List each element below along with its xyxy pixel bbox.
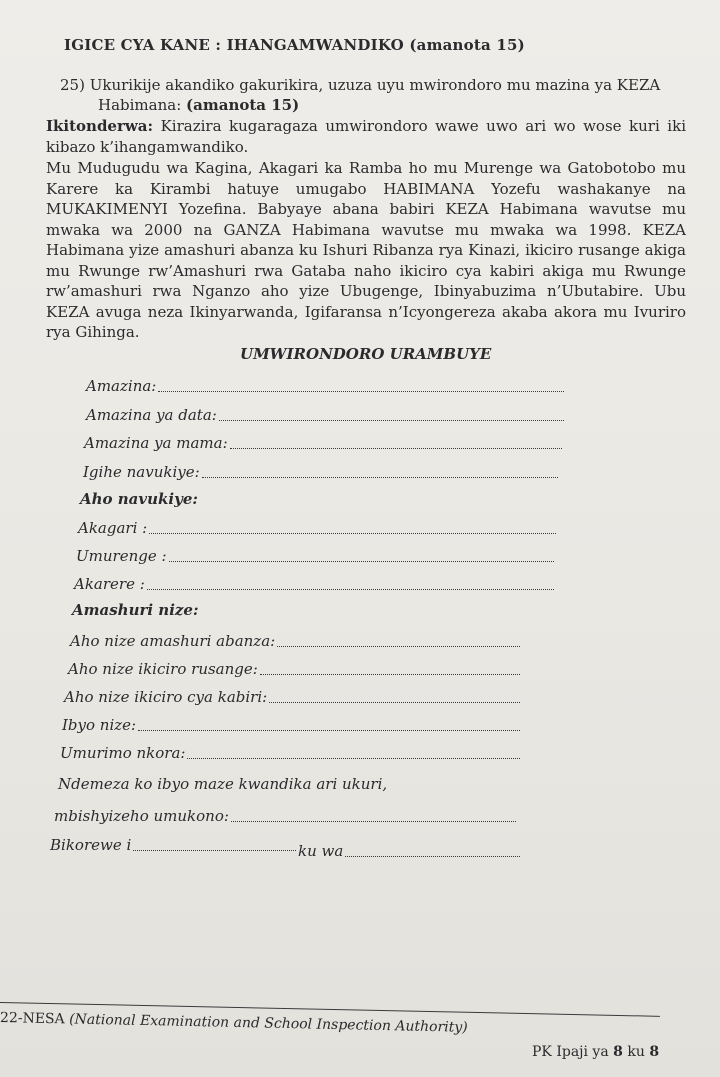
dotted-line[interactable] — [147, 589, 554, 590]
footer-page-total: 8 — [649, 1044, 660, 1060]
field-label: Amazina: — [86, 377, 157, 395]
question-points: (amanota 15) — [186, 96, 300, 114]
dotted-line[interactable] — [219, 420, 564, 421]
field-label: Umurimo nkora: — [60, 744, 186, 762]
dotted-line[interactable] — [269, 702, 520, 703]
instruction-label: Ikitonderwa: — [46, 117, 154, 135]
footer-page-current: 8 — [613, 1044, 623, 1060]
field-ku-wa[interactable] — [298, 842, 520, 860]
dotted-line[interactable] — [277, 646, 520, 647]
footer-authority — [0, 1010, 468, 1036]
footer-page-prefix: PK Ipaji ya — [532, 1044, 614, 1060]
subhead-aho-navukiye: Aho navukiye: — [80, 490, 198, 508]
field-label: ku wa — [298, 842, 344, 860]
dotted-line[interactable] — [149, 533, 556, 534]
field-label: Amazina ya data: — [86, 406, 217, 424]
field-akarere[interactable] — [74, 575, 554, 593]
field-label: Akarere : — [74, 575, 145, 593]
field-amashuri-abanza[interactable] — [70, 632, 520, 650]
field-label: Aho nize amashuri abanza: — [70, 632, 276, 650]
field-umurimo-nkora[interactable] — [60, 744, 520, 762]
field-amazina-ya-data[interactable] — [86, 406, 564, 424]
dotted-line[interactable] — [169, 561, 554, 562]
field-ikiciro-rusange[interactable] — [68, 660, 520, 678]
field-label: Aho nize ikiciro cya kabiri: — [64, 688, 268, 706]
question-line-1 — [60, 76, 660, 94]
dotted-line[interactable] — [158, 391, 564, 392]
instruction-text: Kirazira kugaragaza umwirondoro wawe uwo ari wo wose kuri iki kibazo k’ihangamwandiko. — [46, 117, 686, 156]
field-umurenge[interactable] — [76, 547, 554, 565]
question-text-2: Habimana: — [98, 96, 182, 114]
field-bikorewe[interactable] — [50, 836, 296, 854]
footer-authority-name: (National Examination and School Inspection Authority) — [68, 1011, 468, 1036]
field-label: mbishyizeho umukono: — [54, 807, 229, 825]
dotted-line[interactable] — [260, 674, 520, 675]
field-ikiciro-kabiri[interactable] — [64, 688, 520, 706]
question-text-1: Ukurikije akandiko gakurikira, uzuza uyu mwirondoro mu mazina ya KEZA — [89, 76, 661, 94]
dotted-line[interactable] — [187, 758, 520, 759]
field-label: Aho nize ikiciro rusange: — [68, 660, 258, 678]
dotted-line[interactable] — [230, 448, 562, 449]
form-title: UMWIRONDORO URAMBUYE — [240, 345, 492, 363]
field-umukono[interactable] — [54, 807, 516, 825]
field-label: Igihe navukiye: — [83, 463, 200, 481]
question-line-2 — [98, 96, 299, 114]
dotted-line[interactable] — [231, 821, 516, 822]
footer-prefix: 22-NESA — [0, 1010, 70, 1028]
dotted-line[interactable] — [345, 856, 520, 857]
field-ibyo-nize[interactable] — [62, 716, 520, 734]
footer-page-sep: ku — [622, 1044, 650, 1060]
field-amazina-ya-mama[interactable] — [84, 434, 562, 452]
field-label: Bikorewe i — [50, 836, 132, 854]
section-title: IGICE CYA KANE : IHANGAMWANDIKO (amanota 15) — [64, 36, 525, 54]
passage-text: Mu Mudugudu wa Kagina, Akagari ka Ramba ho mu Murenge wa Gatobotobo mu Karere ka Kirambi hatuye umugabo HABIMANA Yozefu washakanye na MUKAKIMENYI Yozefina. Babyaye abana babiri KEZA Habimana wavutse mu mwaka wa 2000 na GANZA Habimana wavutse mu mwaka wa 1998. KEZA Habimana yize amashuri abanza ku Ishuri Ribanza rya Kinazi, ikiciro rusange akiga mu Rwunge rw’Amashuri rwa Gataba naho ikiciro cya kabiri akiga mu Rwunge rw’amashuri rwa Nganzo aho yize Ubugenge, Ibinyabuzima n’Ubutabire. Ubu KEZA avuga neza Ikinyarwanda, Igifaransa n’Icyongereza akaba akora mu Ivuriro rya Gihinga. — [46, 159, 686, 341]
dotted-line[interactable] — [138, 730, 520, 731]
field-label: Akagari : — [78, 519, 148, 537]
instruction-note — [46, 116, 686, 157]
field-label: Ibyo nize: — [62, 716, 137, 734]
field-amazina[interactable] — [86, 377, 564, 395]
dotted-line[interactable] — [202, 477, 558, 478]
footer-page-number — [532, 1044, 659, 1060]
field-label: Umurenge : — [76, 547, 167, 565]
dotted-line[interactable] — [133, 850, 296, 851]
field-akagari[interactable] — [78, 519, 556, 537]
field-label: Amazina ya mama: — [84, 434, 228, 452]
subhead-amashuri-nize: Amashuri nize: — [72, 601, 199, 619]
declaration-statement: Ndemeza ko ibyo maze kwandika ari ukuri, — [58, 775, 388, 793]
question-number: 25) — [60, 76, 85, 94]
field-igihe-navukiye[interactable] — [83, 463, 558, 481]
